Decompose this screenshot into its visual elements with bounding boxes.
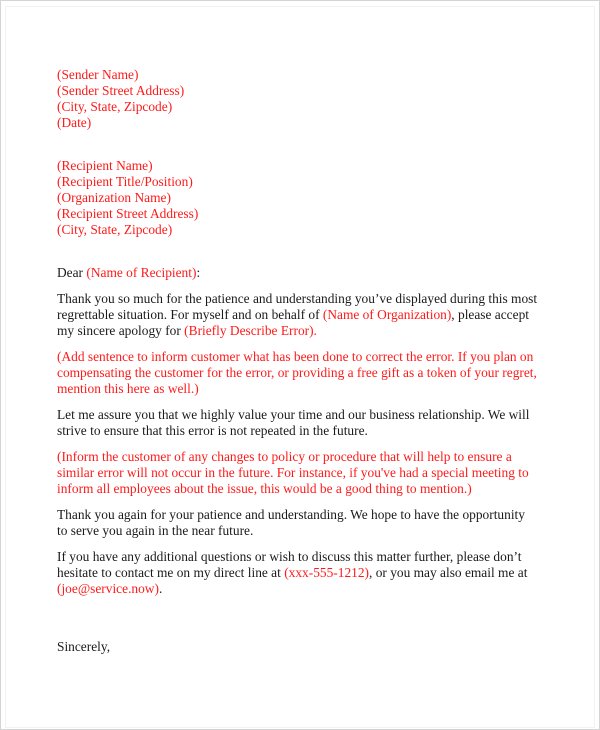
salutation: Dear (Name of Recipient): <box>57 265 201 280</box>
paragraph-thanks: Thank you again for your patience and understanding. We hope to have the opportunity to serve you again in the near future. <box>57 507 525 538</box>
phone-number-placeholder: (xxx-555-1212) <box>284 565 369 580</box>
paragraph-contact: If you have any additional questions or wish to discuss this matter further, please don’t hesitate to contact me on my direct line at (xxx-555-1212), or you may also email me at (joe@service.now). <box>57 549 528 596</box>
recipient-street-address: (Recipient Street Address) <box>57 206 199 221</box>
organization-name: (Organization Name) <box>57 190 171 205</box>
recipient-title: (Recipient Title/Position) <box>57 174 193 189</box>
paragraph-policy-placeholder: (Inform the customer of any changes to policy or procedure that will help to ensure a similar error will not occur in the future. For instance, if you've had a special meeting to inform all employees about the issue, this would be a good thing to mention.) <box>57 449 529 496</box>
paragraph-apology: Thank you so much for the patience and understanding you’ve displayed during this most regrettable situation. For myself and on behalf of (Name of Organization), please accept my sincere apology for (Briefly Describe Error). <box>57 291 538 338</box>
sender-street-address: (Sender Street Address) <box>57 83 185 98</box>
recipient-city-state-zip: (City, State, Zipcode) <box>57 222 173 237</box>
salutation-recipient-name: (Name of Recipient) <box>86 265 197 280</box>
sender-city-state-zip: (City, State, Zipcode) <box>57 99 173 114</box>
sender-address-block <box>57 67 557 131</box>
letter-body <box>57 67 557 655</box>
sender-name: (Sender Name) <box>57 67 139 82</box>
paragraph-assurance: Let me assure you that we highly value your time and our business relationship. We will strive to ensure that this error is not repeated in the future. <box>57 407 530 438</box>
organization-name-placeholder: (Name of Organization) <box>322 307 452 322</box>
recipient-name: (Recipient Name) <box>57 158 153 173</box>
closing: Sincerely, <box>57 639 111 654</box>
error-description-placeholder: (Briefly Describe Error). <box>184 323 317 338</box>
email-placeholder: (joe@service.now) <box>57 581 159 596</box>
paragraph-correction-placeholder: (Add sentence to inform customer what has been done to correct the error. If you plan on compensating the customer for the error, or providing a free gift as a token of your regret, mention this here as well.) <box>57 349 537 396</box>
recipient-address-block <box>57 158 557 238</box>
letter-date: (Date) <box>57 115 92 130</box>
